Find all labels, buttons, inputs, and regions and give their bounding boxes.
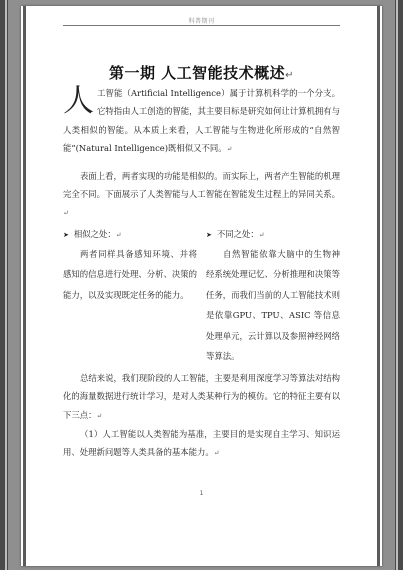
page-header: 科普期刊 xyxy=(188,18,215,25)
summary-paragraph[interactable] xyxy=(63,369,340,425)
paragraph-mark: ↵ xyxy=(96,411,103,420)
header-divider xyxy=(63,25,340,26)
arrow-bullet-icon: ➤ xyxy=(206,230,212,239)
paragraph-mark: ↵ xyxy=(226,145,233,154)
similarities-heading-text: 相似之处： xyxy=(73,228,116,239)
comparison-text: 表面上看，两者实现的功能是相似的。而实际上，两者产生智能的机理完全不同。下面展示了人类智能与人工智能在智能发生过程上的异同关系。 xyxy=(63,170,340,200)
differences-text: 自然智能依靠大脑中的生物神经系统处理记忆、分析推理和决策等任务，而我们当前的人工智能技术则是依靠GPU、TPU、ASIC 等信息处理单元，云计算以及参照神经网络等算法。 xyxy=(206,248,340,362)
two-column-section xyxy=(63,225,340,367)
drop-cap: 人 xyxy=(63,83,94,119)
window-frame-right xyxy=(395,0,403,570)
article-title[interactable] xyxy=(21,62,382,83)
summary-text: 总结来说，我们现阶段的人工智能，主要是利用深度学习等算法对结构化的海量数据进行统计学习，是对人类某种行为的模仿。它的特征主要有以下三点： xyxy=(63,372,340,420)
article-title-text: 第一期 人工智能技术概述 xyxy=(108,64,286,82)
article-body[interactable] xyxy=(63,84,340,463)
differences-heading xyxy=(206,225,340,244)
similarities-column[interactable] xyxy=(63,225,197,367)
page-border-right xyxy=(377,6,380,566)
paragraph-mark: ↵ xyxy=(258,230,265,239)
differences-heading-text: 不同之处： xyxy=(216,228,259,239)
intro-paragraph[interactable] xyxy=(63,84,340,159)
paragraph-mark: ↵ xyxy=(285,70,295,81)
comparison-paragraph[interactable] xyxy=(63,167,340,223)
window-frame-left xyxy=(0,0,8,570)
page-border-left xyxy=(23,6,26,566)
similarities-text: 两者同样具备感知环境、并将感知的信息进行处理、分析、决策的能力，以及实现既定任务的能力。 xyxy=(63,248,197,300)
document-page xyxy=(21,6,382,566)
page-number: 1 xyxy=(199,490,204,497)
differences-column[interactable] xyxy=(206,225,340,367)
similarities-heading xyxy=(63,225,197,244)
intro-text: 工智能（Artificial Intelligence）属于计算机科学的一个分支。它特指由人工创造的智能，其主要目标是研究如何让计算机拥有与人类相似的智能。从本质上来看，人工智能与生物进化所形成的“自然智能”(Natural Intelligence)既相似又不同。 xyxy=(63,88,340,154)
paragraph-mark: ↵ xyxy=(115,230,122,239)
arrow-bullet-icon: ➤ xyxy=(63,230,69,239)
paragraph-mark: ↵ xyxy=(63,209,69,218)
paragraph-mark: ↵ xyxy=(213,449,220,458)
feature-item-1-text: （1）人工智能以人类智能为基准，主要目的是实现自主学习、知识运用、处理新问题等人类具备的基本能力。 xyxy=(63,429,340,458)
feature-item-1[interactable] xyxy=(63,425,340,463)
